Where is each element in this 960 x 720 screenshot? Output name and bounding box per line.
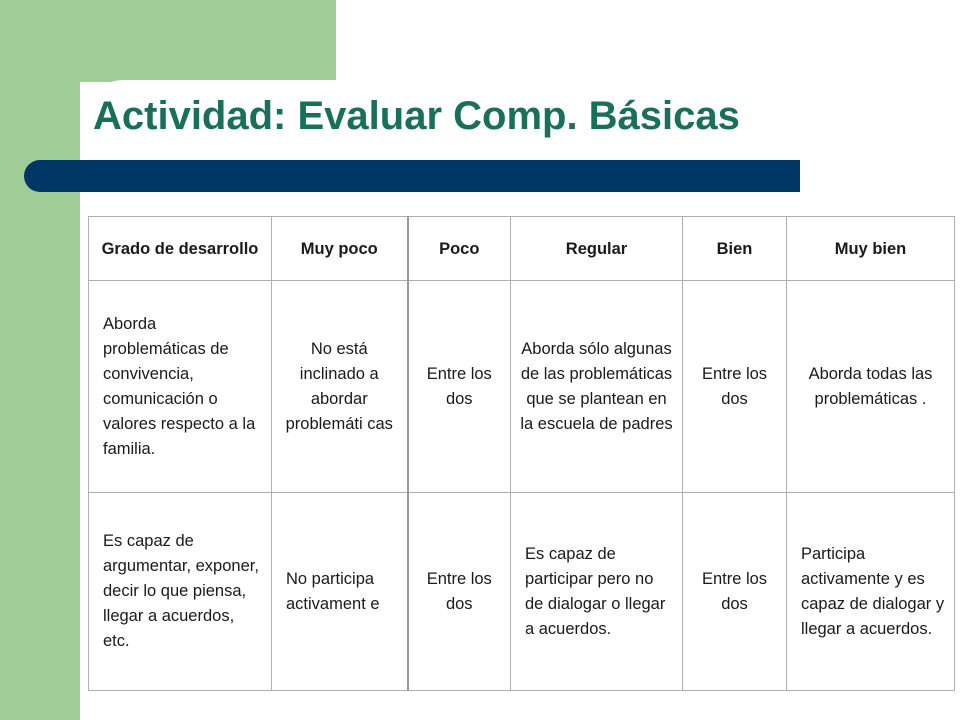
header-regular: Regular [511, 217, 683, 281]
header-poco: Poco [408, 217, 511, 281]
row1-muy-bien: Aborda todas las problemáticas . [787, 281, 955, 493]
row1-poco: Entre los dos [408, 281, 511, 493]
table-row [89, 281, 955, 493]
header-grado-desarrollo: Grado de desarrollo [89, 217, 272, 281]
row2-muy-poco: No participa activament e [272, 493, 408, 691]
row1-muy-poco: No está inclinado a abordar problemáti cas [272, 281, 408, 493]
green-top-block [80, 0, 336, 82]
row2-poco: Entre los dos [408, 493, 511, 691]
title-underline-bar [24, 160, 800, 192]
slide-title: Actividad: Evaluar Comp. Básicas [93, 94, 740, 138]
header-bien: Bien [683, 217, 787, 281]
header-muy-bien: Muy bien [787, 217, 955, 281]
header-muy-poco: Muy poco [272, 217, 408, 281]
row2-regular: Es capaz de participar pero no de dialogar o llegar a acuerdos. [511, 493, 683, 691]
row1-criterion: Aborda problemáticas de convivencia, comunicación o valores respecto a la familia. [89, 281, 272, 493]
row2-bien: Entre los dos [683, 493, 787, 691]
table-header-row [89, 217, 955, 281]
row2-criterion: Es capaz de argumentar, exponer, decir lo que piensa, llegar a acuerdos, etc. [89, 493, 272, 691]
row2-muy-bien: Participa activamente y es capaz de dialogar y llegar a acuerdos. [787, 493, 955, 691]
row1-bien: Entre los dos [683, 281, 787, 493]
green-side-bar [0, 0, 80, 720]
evaluation-table [88, 216, 955, 691]
row1-regular: Aborda sólo algunas de las problemáticas que se plantean en la escuela de padres [511, 281, 683, 493]
table-row [89, 493, 955, 691]
